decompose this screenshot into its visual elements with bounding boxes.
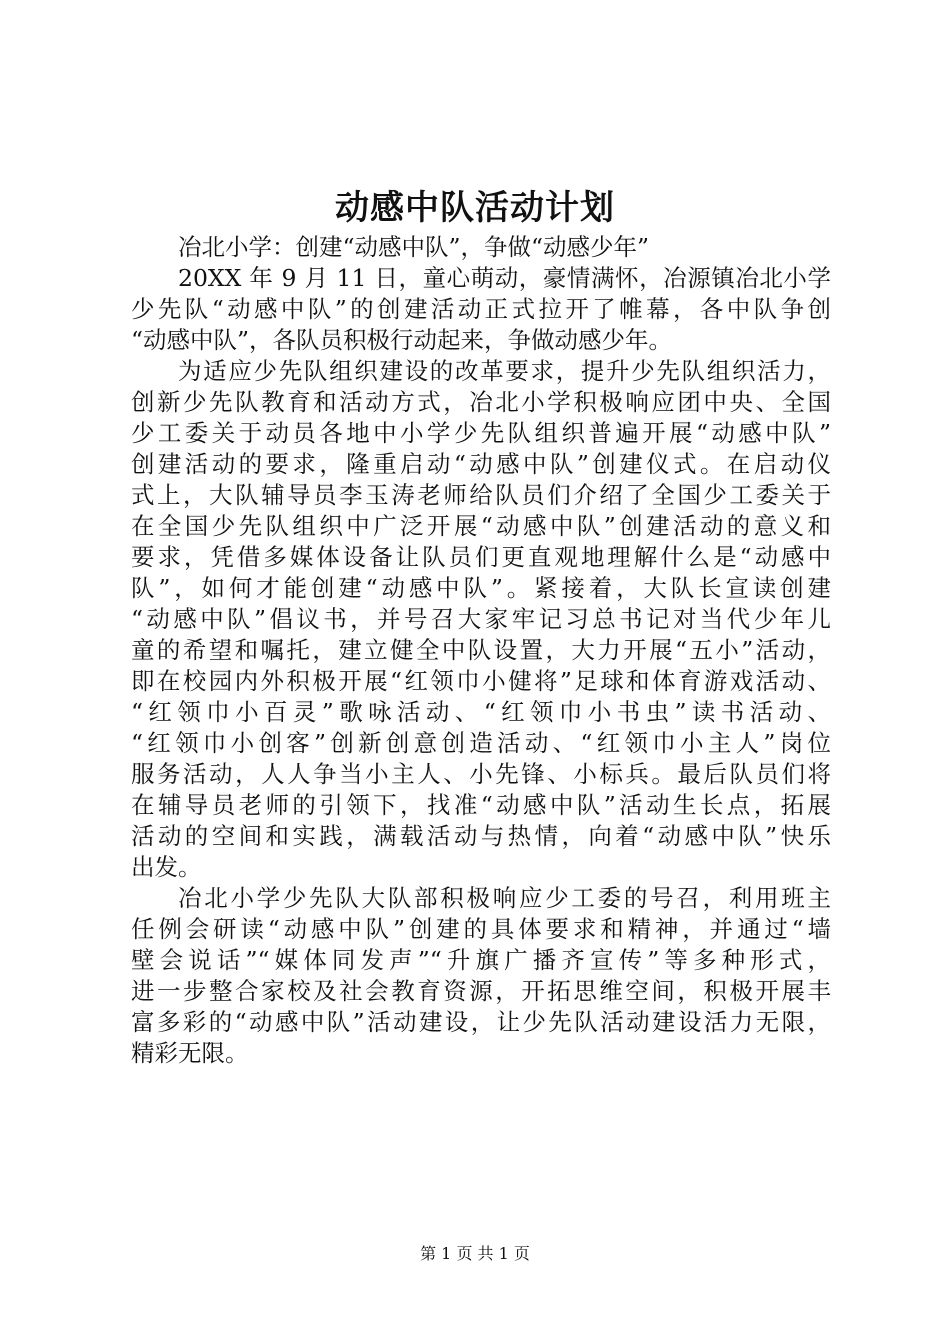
body-line: 任例会研读“动感中队”创建的具体要求和精神，并通过“墙 (131, 915, 831, 943)
body-line: “红领巾小创客”创新创意创造活动、“红领巾小主人”岗位 (131, 729, 831, 757)
body-line: 少先队“动感中队”的创建活动正式拉开了帷幕，各中队争创 (131, 295, 831, 323)
body-line: 在辅导员老师的引领下，找准“动感中队”活动生长点，拓展 (131, 791, 831, 819)
body-line: 为适应少先队组织建设的改革要求，提升少先队组织活力， (178, 357, 831, 385)
body-line: 精彩无限。 (131, 1039, 249, 1067)
body-line: 冶北小学少先队大队部积极响应少工委的号召，利用班主 (178, 884, 831, 912)
body-line: 队”，如何才能创建“动感中队”。紧接着，大队长宣读创建 (131, 574, 831, 602)
body-line: 出发。 (131, 853, 202, 881)
body-line: “动感中队”倡议书，并号召大家牢记习总书记对当代少年儿 (131, 605, 831, 633)
body-line: 即在校园内外积极开展“红领巾小健将”足球和体育游戏活动、 (131, 667, 831, 695)
body-line: 创新少先队教育和活动方式，冶北小学积极响应团中央、全国 (131, 388, 831, 416)
body-line: “动感中队”，各队员积极行动起来，争做动感少年。 (131, 326, 673, 354)
body-line: 式上，大队辅导员李玉涛老师给队员们介绍了全国少工委关于 (131, 481, 831, 509)
body-line: 在全国少先队组织中广泛开展“动感中队”创建活动的意义和 (131, 512, 831, 540)
body-line: 服务活动，人人争当小主人、小先锋、小标兵。最后队员们将 (131, 760, 831, 788)
body-line: 童的希望和嘱托，建立健全中队设置，大力开展“五小”活动， (131, 636, 831, 664)
body-line: 创建活动的要求，隆重启动“动感中队”创建仪式。在启动仪 (131, 450, 831, 478)
body-line: 壁会说话”“媒体同发声”“升旗广播齐宣传”等多种形式， (131, 946, 831, 974)
body-line: 富多彩的“动感中队”活动建设，让少先队活动建设活力无限， (131, 1008, 831, 1036)
body-line: 活动的空间和实践，满载活动与热情，向着“动感中队”快乐 (131, 822, 831, 850)
body-line: 要求，凭借多媒体设备让队员们更直观地理解什么是“动感中 (131, 543, 831, 571)
body-line: “红领巾小百灵”歌咏活动、“红领巾小书虫”读书活动、 (131, 698, 831, 726)
document-title: 动感中队活动计划 (335, 188, 615, 228)
document-body (131, 232, 831, 1069)
body-line: 冶北小学：创建“动感中队”，争做“动感少年” (178, 233, 650, 261)
body-line: 少工委关于动员各地中小学少先队组织普遍开展“动感中队” (131, 419, 831, 447)
body-line: 20XX 年 9 月 11 日，童心萌动，豪情满怀，冶源镇冶北小学 (178, 264, 831, 292)
page-footer: 第 1 页 共 1 页 (420, 1244, 530, 1263)
body-line: 进一步整合家校及社会教育资源，开拓思维空间，积极开展丰 (131, 977, 831, 1005)
